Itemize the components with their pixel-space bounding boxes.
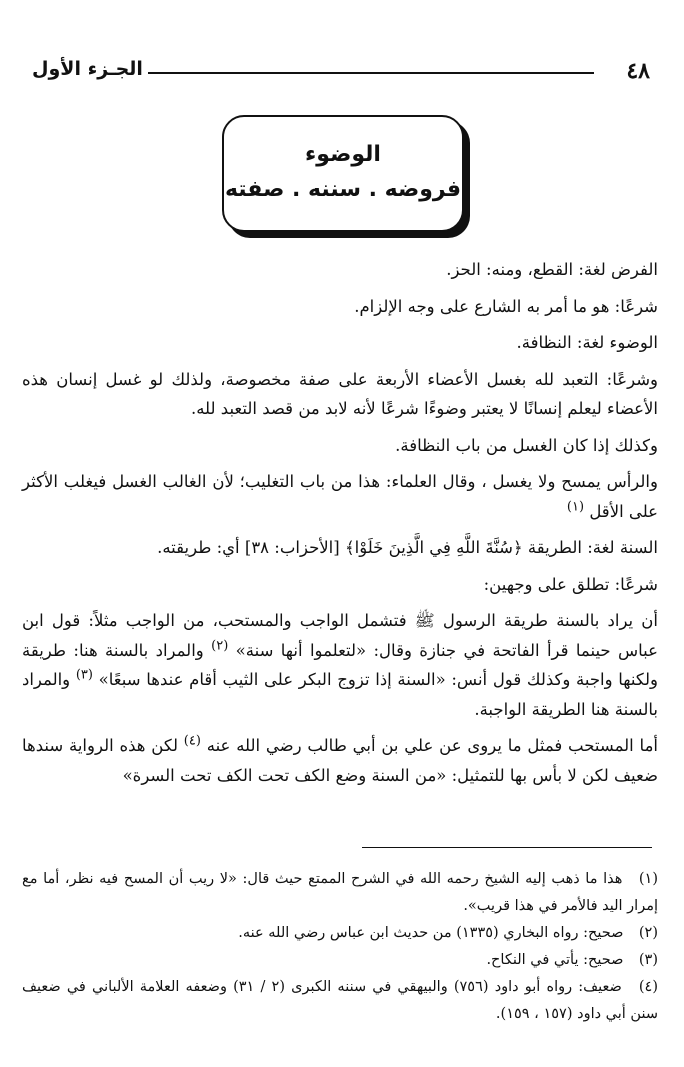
paragraph: الوضوء لغة: النظافة. xyxy=(516,333,658,352)
footnote xyxy=(22,920,658,947)
footnote-text: صحيح: يأتي في النكاح. xyxy=(486,952,624,968)
chapter-subtitle: فروضه . سننه . صفته xyxy=(224,177,462,202)
footnote xyxy=(22,974,658,1028)
paragraph-text: والمراد بالسنة هنا: طريقة ولكنها واجبة وكذلك قول أنس: «السنة إذا تزوج البكر على الثيب أقام عندها سبعًا» xyxy=(22,640,658,689)
footnote-number: (٤) xyxy=(638,979,658,995)
paragraph: شرعًا: تطلق على وجهين: xyxy=(483,574,658,594)
paragraph xyxy=(22,731,658,790)
chapter-title: الوضوء xyxy=(305,142,381,167)
chapter-title-box xyxy=(222,115,464,232)
paragraph: شرعًا: هو ما أمر به الشارع على وجه الإلزام. xyxy=(354,296,658,316)
page-number: ٤٨ xyxy=(626,58,650,84)
running-title: الجـزء الأول xyxy=(32,58,143,80)
paragraph: السنة لغة: الطريقة ﴿سُنَّةَ اللَّهِ فِي الَّذِينَ خَلَوْا﴾ [الأحزاب: ٣٨] أي: طريقته. xyxy=(157,538,658,557)
footnote-ref-2[interactable]: (٢) xyxy=(211,638,229,653)
page-header xyxy=(28,58,656,88)
paragraph-text: أما المستحب فمثل ما يروى عن علي بن أبي طالب رضي الله عنه xyxy=(206,736,659,755)
paragraph-text: والرأس يمسح ولا يغسل ، وقال العلماء: هذا من باب التغليب؛ لأن الغالب الغسل فيغلب الأكثر على الأقل xyxy=(22,472,658,521)
paragraph xyxy=(22,467,658,526)
footnote-text: صحيح: رواه البخاري (١٣٣٥) من حديث ابن عباس رضي الله عنه. xyxy=(238,925,624,941)
footnote-ref-1[interactable]: (١) xyxy=(566,499,585,514)
footnote-ref-4[interactable]: (٤) xyxy=(183,733,201,749)
footnotes xyxy=(22,866,658,1028)
paragraph xyxy=(22,606,658,724)
footnote-separator xyxy=(362,847,652,848)
footnote-number: (١) xyxy=(638,871,659,887)
paragraph: وكذلك إذا كان الغسل من باب النظافة. xyxy=(395,435,658,455)
footnote-text: ضعيف: رواه أبو داود (٧٥٦) والبيهقي في سننه الكبرى (٢ / ٣١) وضعفه العلامة الألباني في ضعيف سنن أبي داود (١٥٧ ، ١٥٩). xyxy=(22,979,658,1022)
header-rule xyxy=(148,72,594,74)
footnote-number: (٢) xyxy=(638,925,658,941)
body-text xyxy=(22,255,658,797)
footnote xyxy=(22,866,658,920)
footnote xyxy=(22,947,658,974)
footnote-ref-3[interactable]: (٣) xyxy=(75,667,93,683)
footnote-text: هذا ما ذهب إليه الشيخ رحمه الله في الشرح الممتع حيث قال: «لا ريب أن المسح فيه نظر، أما مع إمرار اليد فالأمر في هذا قريب». xyxy=(22,871,658,914)
paragraph-text: والمراد بالسنة هنا الطريقة الواجبة. xyxy=(22,670,658,719)
footnote-number: (٣) xyxy=(638,952,658,968)
paragraph: الفرض لغة: القطع، ومنه: الحز. xyxy=(446,260,658,279)
paragraph-text: لكن هذه الرواية سندها ضعيف لكن لا بأس بها للتمثيل: «من السنة وضع الكف تحت الكف تحت السرة» xyxy=(22,736,658,785)
paragraph: وشرعًا: التعبد لله بغسل الأعضاء الأربعة على صفة مخصوصة، ولذلك لو غسل إنسان هذه الأعضاء ليعلم إنسانًا لا يعتبر وضوءًا شرعًا لأنه لابد من قصد التعبد لله. xyxy=(22,369,658,418)
paragraph-text: أن يراد بالسنة طريقة الرسول ﷺ فتشمل الواجب والمستحب، من الواجب مثلاً: قول ابن عباس حينما قرأ الفاتحة في جنازة وقال: «لتعلموا أنها سنة» xyxy=(22,611,658,660)
